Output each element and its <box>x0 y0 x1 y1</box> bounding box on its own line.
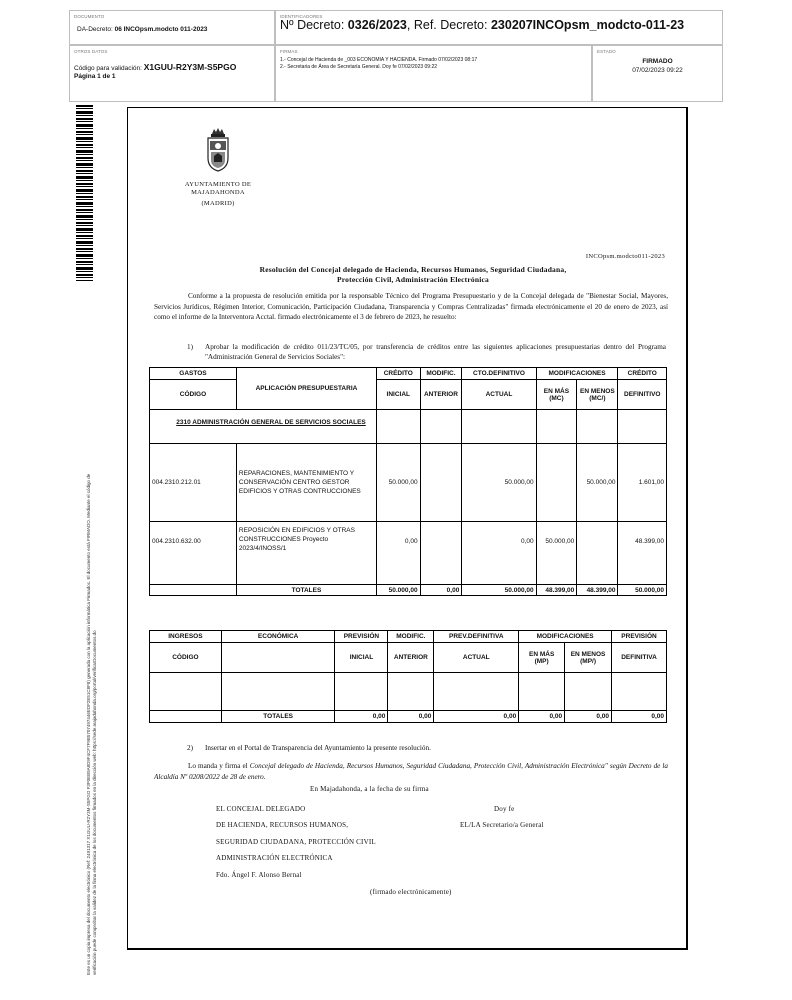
pagina: Página 1 de 1 <box>74 73 116 80</box>
firma-2: 2.- Secretaria de Área de Secretaría General. Doy fe 07/02/2023 09:22 <box>280 64 438 70</box>
total-anterior: 0,00 <box>420 585 462 596</box>
header-modificaciones: MODIFICACIONES <box>519 631 612 643</box>
row-1-definitivo: 1.601,00 <box>618 444 667 522</box>
total-en-mas: 0,00 <box>519 711 565 723</box>
row-2-inicial: 0,00 <box>377 522 421 585</box>
item-1-text: Aprobar la modificación de crédito 011/23/TC/05, por transferencia de créditos entre las siguientes aplicaciones presupuestarias dentro del Programa "Administración General de Servicios Sociales": <box>205 343 666 361</box>
header-anterior: ANTERIOR <box>420 380 462 410</box>
identificadores-label: IDENTIFICADORES <box>280 14 323 19</box>
header-en-mas: EN MÁS (MC) <box>536 380 577 410</box>
header-gastos: GASTOS <box>150 368 237 380</box>
totales-row <box>150 585 667 596</box>
row-2-definitivo: 48.399,00 <box>618 522 667 585</box>
document-reference: INCOpsm.modcto011-2023 <box>585 253 665 260</box>
estado-label: ESTADO <box>597 49 616 54</box>
header-economica: ECONÓMICA <box>221 631 335 643</box>
row-1-aplicacion: REPARACIONES, MANTENIMIENTO Y CONSERVACIÓN CENTRO GESTOR EDIFICIOS Y OTRAS CONTRUCCIONES <box>236 444 376 522</box>
header-aplicacion: APLICACIÓN PRESUPUESTARIA <box>236 368 376 410</box>
secretario-general: EL/LA Secretario/a General <box>460 821 544 829</box>
row-2-aplicacion: REPOSICIÓN EN EDIFICIOS Y OTRAS CONSTRUCCIONES Proyecto 2023/4/INOSS/1 <box>236 522 376 585</box>
header-codigo: CÓDIGO <box>150 643 222 673</box>
header-documento-box <box>69 10 275 45</box>
documento-value: DA-Decreto: 06 INCOpsm.modcto 011-2023 <box>77 26 208 33</box>
row-1-codigo: 004.2310.212.01 <box>150 444 237 522</box>
header-firmas-box <box>275 45 592 102</box>
row-1-en-menos: 50.000,00 <box>577 444 618 522</box>
table-row <box>150 444 667 522</box>
signer-line-1: EL CONCEJAL DELEGADO <box>216 805 306 813</box>
row-2-actual: 0,00 <box>462 522 536 585</box>
total-en-menos: 48.399,00 <box>577 585 618 596</box>
header-inicial: INICIAL <box>335 643 388 673</box>
header-credito: CRÉDITO <box>377 368 421 380</box>
header-otros-box <box>69 45 275 102</box>
header-en-menos: EN MENOS (MC/) <box>577 380 618 410</box>
entity-name: AYUNTAMIENTO DE MAJADAHONDA (MADRID) <box>184 181 252 207</box>
total-definitiva: 0,00 <box>612 711 667 723</box>
total-anterior: 0,00 <box>388 711 434 723</box>
signer-line-3: SEGURIDAD CIUDADANA, PROTECCIÓN CIVIL <box>216 838 376 846</box>
header-codigo: CÓDIGO <box>150 380 237 410</box>
barcode-image <box>76 105 93 281</box>
row-2-codigo: 004.2310.632.00 <box>150 522 237 585</box>
header-definitivo: DEFINITIVO <box>618 380 667 410</box>
coat-of-arms-icon <box>205 128 231 172</box>
documento-label: DOCUMENTO <box>74 14 105 19</box>
item-2-number: 2) <box>187 744 193 752</box>
row-1-en-mas <box>536 444 577 522</box>
total-inicial: 50.000,00 <box>377 585 421 596</box>
margin-verification-text: Este es un copia impresa del documento electrónico (Ref: 2491317 X1GUU-R2Y3M-S5PGO F3F0EB9A8D9F4CF7F9B5707497446EDF2E51C8F8) generada con la aplicación informática Firmadoc. El documento está FIRMADO. Mediante el código de verificación puede comprobar la validez de la firma electrónica de los documentos firmados en la dirección web: https://sede.majadahonda.org/portal/verificarDocumentos.do <box>86 473 97 975</box>
header-definitiva: DEFINITIVA <box>612 643 667 673</box>
totales-label: TOTALES <box>236 585 376 596</box>
header-actual: ACTUAL <box>462 380 536 410</box>
header-actual: ACTUAL <box>434 643 519 673</box>
totales-row <box>150 711 667 723</box>
table-row <box>150 522 667 585</box>
header-en-mas: EN MÁS (MP) <box>519 643 565 673</box>
estado-value: FIRMADO <box>642 58 673 65</box>
header-inicial: INICIAL <box>377 380 421 410</box>
place-date: En Majadahonda, a la fecha de su firma <box>310 785 429 793</box>
intro-paragraph: Conforme a la propuesta de resolución emitida por la responsable Técnico del Programa Presupuestario y de la Concejal delegada de "Bienestar Social, Mayores, Servicios Jurídicos, Régimen Interior, Comunicación, Participación Ciudadana, Transparencia y Compras Centralizadas" firmada electrónicamente el 20 de enero de 2023, así como el informe de la Interventora Acctal. firmado electrónicamente el 3 de febrero de 2023, he resuelto: <box>154 292 668 321</box>
header-modificaciones: MODIFICACIONES <box>536 368 618 380</box>
header-estado-box <box>592 45 723 102</box>
total-definitivo: 50.000,00 <box>618 585 667 596</box>
header-identificadores-box <box>275 10 723 45</box>
header-anterior: ANTERIOR <box>388 643 434 673</box>
total-actual: 0,00 <box>434 711 519 723</box>
row-1-anterior <box>420 444 462 522</box>
manda-paragraph: Lo manda y firma el Concejal delegado de Hacienda, Recursos Humanos, Seguridad Ciudadana, Protección Civil, Administración Electrónica" según Decreto de la Alcaldía Nº 0208/2022 de 28 de enero. <box>154 762 668 781</box>
row-2-en-mas: 50.000,00 <box>536 522 577 585</box>
header-modific: MODIFIC. <box>420 368 462 380</box>
row-2-anterior <box>420 522 462 585</box>
row-1-actual: 50.000,00 <box>462 444 536 522</box>
firmas-label: FIRMAS <box>280 49 298 54</box>
resolution-title-line-1: Resolución del Concejal delegado de Hacienda, Recursos Humanos, Seguridad Ciudadana, <box>259 265 567 274</box>
resolution-title-line-2: Protección Civil, Administración Electrónica <box>337 275 489 284</box>
row-1-inicial: 50.000,00 <box>377 444 421 522</box>
header-prev-definitiva: PREV.DEFINITIVA <box>434 631 519 643</box>
ingresos-table <box>149 630 667 723</box>
header-prevision: PREVISIÓN <box>335 631 388 643</box>
estado-fecha: 07/02/2023 09:22 <box>632 67 683 74</box>
codigo-validacion: Código para validación: X1GUU-R2Y3M-S5PGO <box>74 62 237 72</box>
firmado-electronicamente: (firmado electrónicamente) <box>370 888 452 896</box>
header-prevision-2: PREVISIÓN <box>612 631 667 643</box>
doy-fe: Doy fe <box>494 805 515 813</box>
header-ingresos: INGRESOS <box>150 631 222 643</box>
total-en-menos: 0,00 <box>565 711 612 723</box>
item-1-number: 1) <box>187 343 193 351</box>
total-en-mas: 48.399,00 <box>536 585 577 596</box>
signer-line-2: DE HACIENDA, RECURSOS HUMANOS, <box>216 821 349 829</box>
header-modific: MODIFIC. <box>388 631 434 643</box>
otros-label: OTROS DATOS <box>74 49 108 54</box>
decreto-number: Nº Decreto: 0326/2023, Ref. Decreto: 230207INCOpsm_modcto-011-23 <box>280 18 685 32</box>
gastos-table <box>149 367 667 596</box>
firma-1: 1.- Concejal de Hacienda de _003 ECONOMIA Y HACIENDA. Firmado 07/02/2023 08:17 <box>280 57 478 63</box>
item-2-text: Insertar en el Portal de Transparencia del Ayuntamiento la presente resolución. <box>205 744 431 752</box>
total-actual: 50.000,00 <box>462 585 536 596</box>
header-cto-definitivo: CTO.DEFINITIVO <box>462 368 536 380</box>
totales-label: TOTALES <box>221 711 335 723</box>
row-2-en-menos <box>577 522 618 585</box>
header-en-menos: EN MENOS (MP/) <box>565 643 612 673</box>
total-inicial: 0,00 <box>335 711 388 723</box>
signer-line-4: ADMINISTRACIÓN ELECTRÓNICA <box>216 854 333 862</box>
section-title: 2310 ADMINISTRACIÓN GENERAL DE SERVICIOS SOCIALES <box>150 410 377 444</box>
header-credito-2: CRÉDITO <box>618 368 667 380</box>
signer-name: Fdo. Ángel F. Alonso Bernal <box>216 871 302 879</box>
